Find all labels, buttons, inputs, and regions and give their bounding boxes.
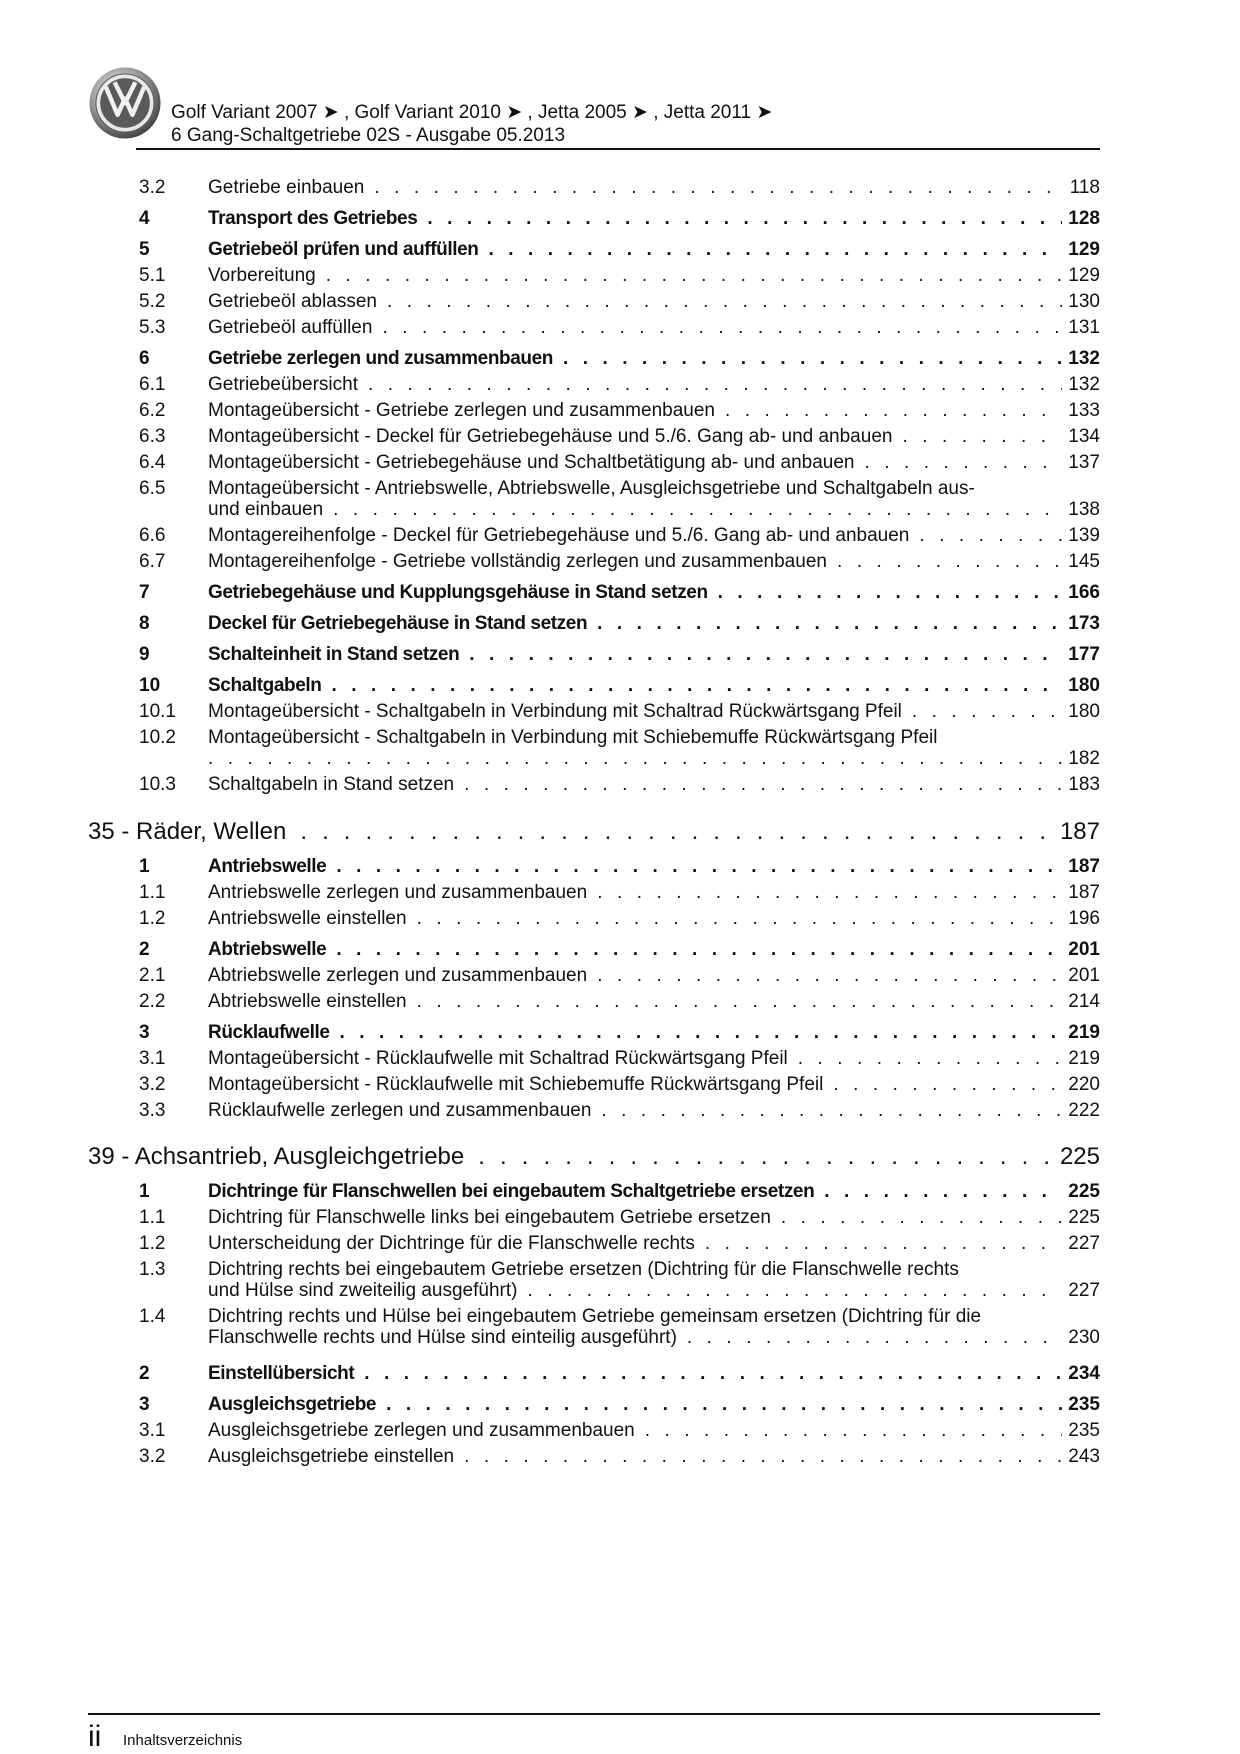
toc-title: Schalteinheit in Stand setzen	[208, 644, 460, 665]
toc-number: 7	[139, 582, 150, 603]
toc-entry[interactable]	[139, 582, 1100, 604]
toc-leader	[336, 939, 1062, 961]
toc-number: 6.1	[139, 374, 166, 395]
toc-title: Antriebswelle zerlegen und zusammenbauen	[208, 882, 588, 903]
toc-page: 219	[1068, 1022, 1100, 1043]
toc-page: 222	[1068, 1100, 1100, 1121]
toc-number: 1.1	[139, 882, 166, 903]
toc-entry[interactable]	[139, 908, 1100, 930]
toc-leader	[864, 452, 1062, 474]
toc-leader	[387, 291, 1062, 313]
toc-number: 2.2	[139, 991, 166, 1012]
toc-entry[interactable]	[139, 265, 1100, 287]
toc-number: 3.2	[139, 1446, 166, 1467]
toc-title: Ausgleichsgetriebe zerlegen und zusammenbauen	[208, 1420, 635, 1441]
toc-title-line1: Dichtring rechts bei eingebautem Getriebe ersetzen (Dichtring für die Flanschwelle rechts	[208, 1259, 959, 1280]
header-models: Golf Variant 2007 ➤ , Golf Variant 2010 ➤ , Jetta 2005 ➤ , Jetta 2011 ➤	[171, 102, 773, 123]
toc-entry[interactable]	[139, 675, 1100, 697]
toc-entry[interactable]	[139, 644, 1100, 666]
toc-leader	[368, 374, 1062, 396]
toc-entry[interactable]	[139, 1394, 1100, 1416]
toc-entry[interactable]	[139, 1074, 1100, 1096]
toc-number: 6	[139, 348, 150, 369]
toc-page: 227	[1068, 1280, 1100, 1301]
toc-entry[interactable]	[139, 939, 1100, 961]
toc-page: 118	[1069, 177, 1100, 198]
toc-leader	[326, 265, 1063, 287]
toc-page: 235	[1068, 1420, 1100, 1441]
toc-entry[interactable]	[139, 1446, 1100, 1468]
toc-number: 3	[139, 1022, 150, 1043]
toc-entry[interactable]	[139, 727, 1100, 773]
toc-page: 166	[1068, 582, 1100, 603]
chapter-title: 39 - Achsantrieb, Ausgleichgetriebe	[88, 1143, 465, 1170]
toc-leader	[331, 675, 1062, 697]
toc-page: 187	[1068, 882, 1100, 903]
toc-page: 129	[1068, 239, 1100, 260]
toc-leader	[645, 1420, 1063, 1442]
toc-title: Ausgleichsgetriebe	[208, 1394, 377, 1415]
toc-number: 4	[139, 208, 150, 229]
toc-title: Schaltgabeln in Stand setzen	[208, 774, 455, 795]
toc-number: 2	[139, 939, 150, 960]
toc-leader	[478, 1143, 1054, 1171]
toc-leader	[464, 774, 1062, 796]
toc-title: Montagereihenfolge - Deckel für Getriebegehäuse und 5./6. Gang ab- und anbauen	[208, 525, 910, 546]
toc-page: 180	[1068, 675, 1100, 696]
toc-entry[interactable]	[139, 291, 1100, 313]
toc-number: 3.3	[139, 1100, 166, 1121]
toc-leader	[417, 908, 1063, 930]
toc-entry[interactable]	[139, 1233, 1100, 1255]
toc-entry[interactable]	[139, 551, 1100, 573]
toc-title: Montagereihenfolge - Getriebe vollständig zerlegen und zusammenbauen	[208, 551, 827, 572]
footer-divider	[88, 1713, 1100, 1715]
toc-title: Unterscheidung der Dichtringe für die Flanschwelle rechts	[208, 1233, 695, 1254]
toc-page: 235	[1068, 1394, 1100, 1415]
toc-title-line1: Montageübersicht - Antriebswelle, Abtriebswelle, Ausgleichsgetriebe und Schaltgabeln aus-	[208, 478, 975, 499]
toc-page: 225	[1068, 1207, 1100, 1228]
toc-leader	[798, 1048, 1063, 1070]
toc-title-line1: Dichtring rechts und Hülse bei eingebautem Getriebe gemeinsam ersetzen (Dichtring für die	[208, 1306, 982, 1327]
header-edition: 6 Gang-Schaltgetriebe 02S - Ausgabe 05.2013	[171, 125, 566, 146]
toc-title: Getriebeübersicht	[208, 374, 358, 395]
toc-page: 227	[1068, 1233, 1100, 1254]
toc-leader	[597, 965, 1062, 987]
toc-page: 132	[1068, 374, 1100, 395]
toc-page: 201	[1068, 939, 1100, 960]
toc-title: Abtriebswelle zerlegen und zusammenbauen	[208, 965, 588, 986]
toc-entry[interactable]	[139, 426, 1100, 448]
toc-number: 1.2	[139, 908, 166, 929]
toc-number: 3.2	[139, 177, 166, 198]
toc-entry[interactable]	[139, 177, 1100, 199]
toc-leader	[489, 239, 1063, 261]
toc-entry[interactable]	[139, 374, 1100, 396]
toc-title: Getriebeöl ablassen	[208, 291, 377, 312]
toc-title-line1: Montageübersicht - Schaltgabeln in Verbindung mit Schiebemuffe Rückwärtsgang Pfeil	[208, 727, 938, 748]
toc-title: Getriebeöl auffüllen	[208, 317, 373, 338]
toc-entry[interactable]	[139, 991, 1100, 1013]
toc-leader	[902, 426, 1062, 448]
toc-number: 6.4	[139, 452, 166, 473]
toc-page: 138	[1068, 499, 1100, 520]
toc-leader	[718, 582, 1063, 604]
toc-entry[interactable]	[139, 452, 1100, 474]
toc-number: 5.1	[139, 265, 166, 286]
toc-page: 145	[1068, 551, 1100, 572]
toc-page: 214	[1068, 991, 1100, 1012]
toc-number: 1.3	[139, 1259, 166, 1280]
toc-entry[interactable]	[139, 348, 1100, 370]
page-number: ii	[88, 1720, 102, 1753]
toc-page: 131	[1068, 317, 1100, 338]
toc-chapter[interactable]	[88, 1143, 1100, 1171]
toc-leader	[208, 748, 1062, 770]
toc-number: 1.1	[139, 1207, 166, 1228]
toc-title: Getriebeöl prüfen und auffüllen	[208, 239, 479, 260]
toc-title: Getriebe einbauen	[208, 177, 365, 198]
toc-page: 201	[1068, 965, 1100, 986]
toc-leader	[563, 348, 1062, 370]
toc-entry[interactable]	[139, 774, 1100, 796]
toc-leader	[912, 701, 1062, 723]
toc-entry[interactable]	[139, 1181, 1100, 1203]
toc-page: 139	[1068, 525, 1100, 546]
toc-entry[interactable]	[139, 208, 1100, 230]
toc-leader	[837, 551, 1062, 573]
toc-entry[interactable]	[139, 239, 1100, 261]
toc-entry[interactable]	[139, 400, 1100, 422]
toc-title: Einstellübersicht	[208, 1363, 355, 1384]
toc-title: Rücklaufwelle zerlegen und zusammenbauen	[208, 1100, 592, 1121]
toc-entry[interactable]	[139, 1100, 1100, 1122]
toc-title: Transport des Getriebes	[208, 208, 418, 229]
toc-title: Montageübersicht - Rücklaufwelle mit Schiebemuffe Rückwärtsgang Pfeil	[208, 1074, 824, 1095]
toc-leader	[336, 856, 1062, 878]
toc-leader	[919, 525, 1062, 547]
toc-title-line2: Flanschwelle rechts und Hülse sind einteilig ausgeführt)	[208, 1327, 677, 1348]
toc-leader	[781, 1207, 1062, 1229]
toc-page: 220	[1068, 1074, 1100, 1095]
toc-number: 5.3	[139, 317, 166, 338]
toc-number: 10.2	[139, 727, 176, 748]
toc-leader	[705, 1233, 1062, 1255]
toc-entry[interactable]	[139, 1048, 1100, 1070]
footer-label: Inhaltsverzeichnis	[123, 1732, 243, 1749]
toc-entry[interactable]	[139, 1259, 1100, 1305]
toc-number: 1.2	[139, 1233, 166, 1254]
toc-leader	[725, 400, 1062, 422]
toc-number: 3.1	[139, 1048, 166, 1069]
toc-page: 134	[1068, 426, 1100, 447]
toc-title: Montageübersicht - Schaltgabeln in Verbindung mit Schaltrad Rückwärtsgang Pfeil	[208, 701, 902, 722]
toc-entry[interactable]	[139, 525, 1100, 547]
toc-leader	[333, 499, 1062, 521]
toc-leader	[597, 882, 1062, 904]
chapter-title: 35 - Räder, Wellen	[88, 818, 287, 845]
toc-entry[interactable]	[139, 1420, 1100, 1442]
toc-number: 3	[139, 1394, 150, 1415]
toc-title: Dichtringe für Flanschwellen bei eingebautem Schaltgetriebe ersetzen	[208, 1181, 815, 1202]
toc-leader	[427, 208, 1062, 230]
toc-entry[interactable]	[139, 478, 1100, 524]
toc-entry[interactable]	[139, 856, 1100, 878]
toc-title: Montageübersicht - Getriebe zerlegen und zusammenbauen	[208, 400, 715, 421]
toc-leader	[597, 613, 1062, 635]
toc-page: 180	[1068, 701, 1100, 722]
toc-entry[interactable]	[139, 882, 1100, 904]
toc-entry[interactable]	[139, 317, 1100, 339]
toc-number: 6.3	[139, 426, 166, 447]
toc-entry[interactable]	[139, 701, 1100, 723]
toc-leader	[382, 317, 1062, 339]
toc-page: 173	[1068, 613, 1100, 634]
toc-leader	[687, 1327, 1062, 1349]
toc-leader	[824, 1181, 1062, 1203]
chapter-page: 225	[1059, 1143, 1100, 1170]
toc-title: Montageübersicht - Deckel für Getriebegehäuse und 5./6. Gang ab- und anbauen	[208, 426, 893, 447]
toc-number: 3.1	[139, 1420, 166, 1441]
toc-number: 2	[139, 1363, 150, 1384]
toc-number: 5.2	[139, 291, 166, 312]
toc-number: 1.4	[139, 1306, 166, 1327]
toc-number: 6.6	[139, 525, 166, 546]
toc-leader	[527, 1280, 1062, 1302]
toc-number: 10	[139, 675, 161, 696]
toc-number: 6.2	[139, 400, 166, 421]
toc-leader	[364, 1363, 1062, 1385]
toc-chapter[interactable]	[88, 818, 1100, 846]
toc-leader	[601, 1100, 1062, 1122]
toc-page: 129	[1068, 265, 1100, 286]
toc-page: 132	[1068, 348, 1100, 369]
toc-page: 243	[1068, 1446, 1100, 1467]
toc-title: Montageübersicht - Rücklaufwelle mit Schaltrad Rückwärtsgang Pfeil	[208, 1048, 788, 1069]
toc-leader	[374, 177, 1063, 199]
toc-page: 225	[1068, 1181, 1100, 1202]
toc-number: 10.3	[139, 774, 176, 795]
toc-title: Rücklaufwelle	[208, 1022, 330, 1043]
toc-leader	[464, 1446, 1062, 1468]
toc-title: Getriebe zerlegen und zusammenbauen	[208, 348, 553, 369]
toc-number: 9	[139, 644, 150, 665]
toc-page: 182	[1068, 748, 1100, 769]
toc-number: 1	[139, 856, 150, 877]
toc-page: 196	[1068, 908, 1100, 929]
toc-entry[interactable]	[139, 1022, 1100, 1044]
toc-title: Antriebswelle	[208, 856, 327, 877]
toc-page: 187	[1068, 856, 1100, 877]
toc-title-line2: und Hülse sind zweiteilig ausgeführt)	[208, 1280, 518, 1301]
toc-title-line2: und einbauen	[208, 499, 324, 520]
toc-leader	[300, 818, 1054, 846]
toc-page: 128	[1068, 208, 1100, 229]
toc-leader	[417, 991, 1063, 1013]
toc-number: 3.2	[139, 1074, 166, 1095]
toc-leader	[340, 1022, 1063, 1044]
toc-title: Antriebswelle einstellen	[208, 908, 407, 929]
toc-number: 6.7	[139, 551, 166, 572]
toc-number: 8	[139, 613, 150, 634]
toc-title: Schaltgabeln	[208, 675, 322, 696]
toc-page: 219	[1068, 1048, 1100, 1069]
chapter-page: 187	[1059, 818, 1100, 845]
toc-page: 137	[1068, 452, 1100, 473]
toc-page: 183	[1068, 774, 1100, 795]
toc-leader	[469, 644, 1062, 666]
toc-number: 2.1	[139, 965, 166, 986]
toc-title: Montageübersicht - Getriebegehäuse und Schaltbetätigung ab- und anbauen	[208, 452, 855, 473]
toc-number: 6.5	[139, 478, 166, 499]
toc-page: 130	[1068, 291, 1100, 312]
toc-title: Getriebegehäuse und Kupplungsgehäuse in Stand setzen	[208, 582, 708, 603]
toc-title: Ausgleichsgetriebe einstellen	[208, 1446, 455, 1467]
toc-title: Dichtring für Flanschwelle links bei eingebautem Getriebe ersetzen	[208, 1207, 771, 1228]
toc-page: 234	[1068, 1363, 1100, 1384]
toc-leader	[833, 1074, 1062, 1096]
toc-entry[interactable]	[139, 1207, 1100, 1229]
toc-title: Deckel für Getriebegehäuse in Stand setzen	[208, 613, 588, 634]
toc-entry[interactable]	[139, 1306, 1100, 1352]
toc-number: 10.1	[139, 701, 176, 722]
toc-entry[interactable]	[139, 613, 1100, 635]
toc-leader	[386, 1394, 1062, 1416]
toc-title: Abtriebswelle	[208, 939, 327, 960]
toc-entry[interactable]	[139, 965, 1100, 987]
toc-entry[interactable]	[139, 1363, 1100, 1385]
toc-page: 230	[1068, 1327, 1100, 1348]
toc-number: 5	[139, 239, 150, 260]
toc-number: 1	[139, 1181, 150, 1202]
toc-title: Vorbereitung	[208, 265, 316, 286]
toc-page: 133	[1068, 400, 1100, 421]
toc-page: 177	[1068, 644, 1100, 665]
toc-title: Abtriebswelle einstellen	[208, 991, 407, 1012]
